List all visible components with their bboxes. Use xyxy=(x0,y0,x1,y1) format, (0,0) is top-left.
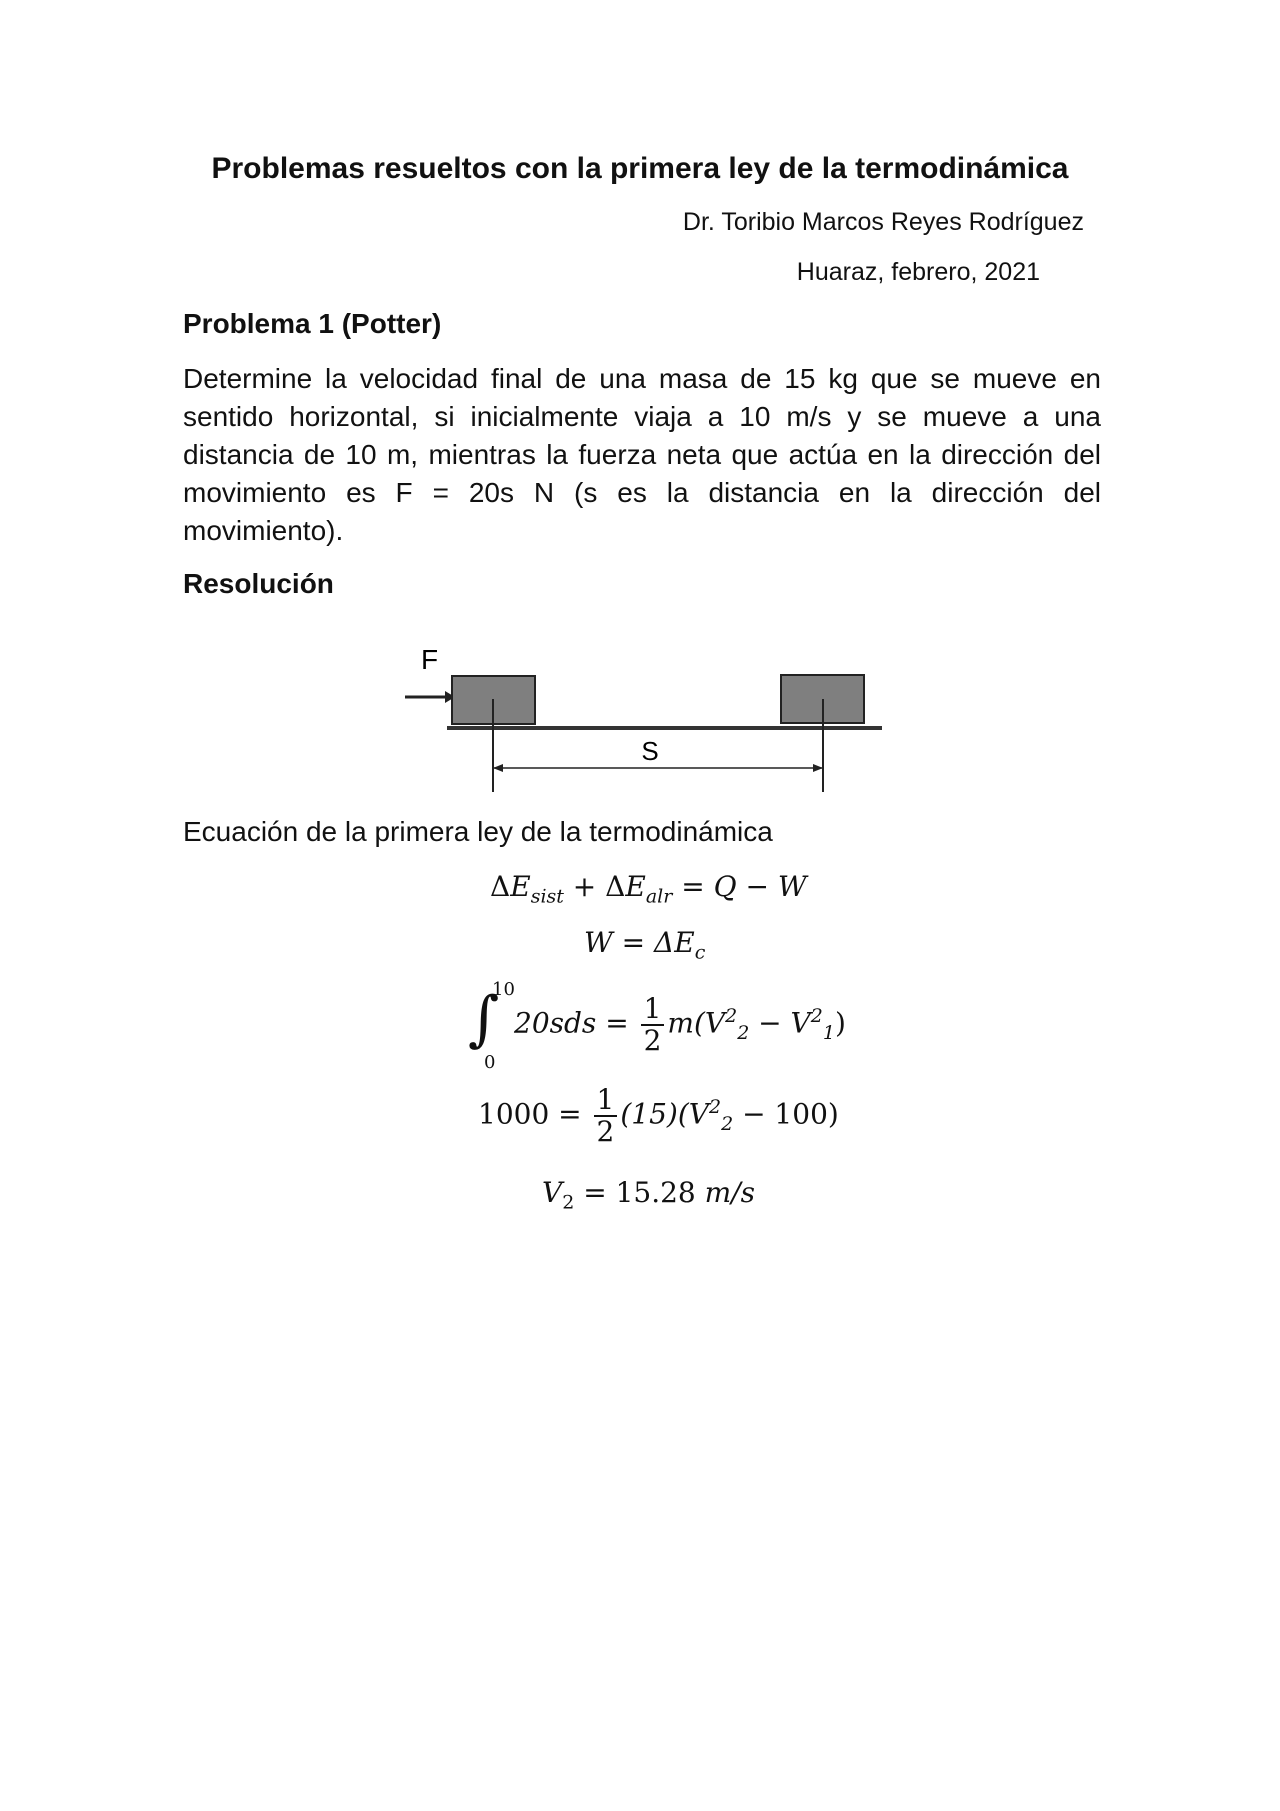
eq4-lhs: 1000 = xyxy=(478,1097,591,1131)
eq4-fraction-numerator: 1 xyxy=(594,1085,618,1117)
force-label: F xyxy=(421,644,439,675)
eq4-sub: 2 xyxy=(721,1113,734,1136)
eq3-sup-2: 2 xyxy=(725,1005,738,1028)
eq3-sub-1: 1 xyxy=(822,1022,835,1045)
distance-label: S xyxy=(641,736,659,766)
eq2-sub: c xyxy=(694,941,706,964)
eq1-delta-2: Δ xyxy=(605,870,626,903)
equation-intro: Ecuación de la primera ley de la termodinámica xyxy=(183,816,773,847)
equation-work xyxy=(584,926,705,964)
eq3-sub-2: 2 xyxy=(737,1022,750,1045)
equation-substitution xyxy=(478,1085,839,1147)
eq4-sup: 2 xyxy=(708,1096,722,1119)
author-line: Dr. Toribio Marcos Reyes Rodríguez xyxy=(682,208,1084,236)
equation-first-law xyxy=(490,870,807,908)
eq4-rest-b: − 100) xyxy=(733,1097,839,1131)
eq3-integrand: 20sds = xyxy=(514,1006,638,1040)
dimension-arrow-right xyxy=(813,764,823,772)
eq5-unit: m/s xyxy=(704,1176,756,1209)
problem-heading: Problema 1 (Potter) xyxy=(183,308,442,339)
eq5-sub: 2 xyxy=(562,1191,575,1214)
document-title: Problemas resueltos con la primera ley de la termodinámica xyxy=(211,152,1069,185)
eq4-fraction-denominator: 2 xyxy=(596,1115,615,1148)
integral-lower-limit: 0 xyxy=(484,1052,496,1073)
eq5-v: V xyxy=(542,1176,563,1209)
integral-upper-limit: 10 xyxy=(492,979,515,1000)
eq1-delta-1: Δ xyxy=(490,870,511,903)
dimension-arrow-left xyxy=(493,764,503,772)
eq1-sub-sist: sist xyxy=(530,885,564,908)
eq3-fraction-denominator: 2 xyxy=(643,1024,662,1057)
resolution-heading: Resolución xyxy=(183,568,334,599)
eq3-mass: m(V xyxy=(667,1006,726,1040)
eq4-rest-a: (15)(V xyxy=(620,1097,709,1131)
eq3-fraction xyxy=(641,994,665,1056)
equation-result xyxy=(542,1176,755,1214)
eq2-e: E xyxy=(674,926,695,959)
equation-integral xyxy=(468,979,846,1073)
eq1-e-1: E xyxy=(510,870,531,903)
force-diagram xyxy=(395,635,895,795)
eq2-lhs: W = Δ xyxy=(584,926,675,959)
eq1-plus: + xyxy=(563,870,606,903)
problem-statement: Determine la velocidad final de una masa de 15 kg que se mueve en sentido horizontal, si inicialmente viaja a 10 m/s y se mueve a una distancia de 10 m, mientras la fuerza neta que actúa en la dirección del movimiento es F = 20s N (s es la distancia en la dirección del movimiento). xyxy=(183,363,1101,546)
eq1-e-2: E xyxy=(625,870,646,903)
eq4-fraction xyxy=(594,1085,618,1147)
eq5-rhs: = 15.28 xyxy=(574,1176,705,1209)
eq1-rhs: = Q − W xyxy=(672,870,807,903)
integral-sign: ∫ 10 0 xyxy=(468,979,515,1073)
eq3-sup-2b: 2 xyxy=(810,1005,823,1028)
place-date-line: Huaraz, febrero, 2021 xyxy=(796,258,1040,286)
eq3-close: ) xyxy=(834,1006,846,1040)
eq3-fraction-numerator: 1 xyxy=(641,994,665,1026)
eq1-sub-alr: alr xyxy=(645,885,673,908)
eq3-minus: − V xyxy=(749,1006,811,1040)
